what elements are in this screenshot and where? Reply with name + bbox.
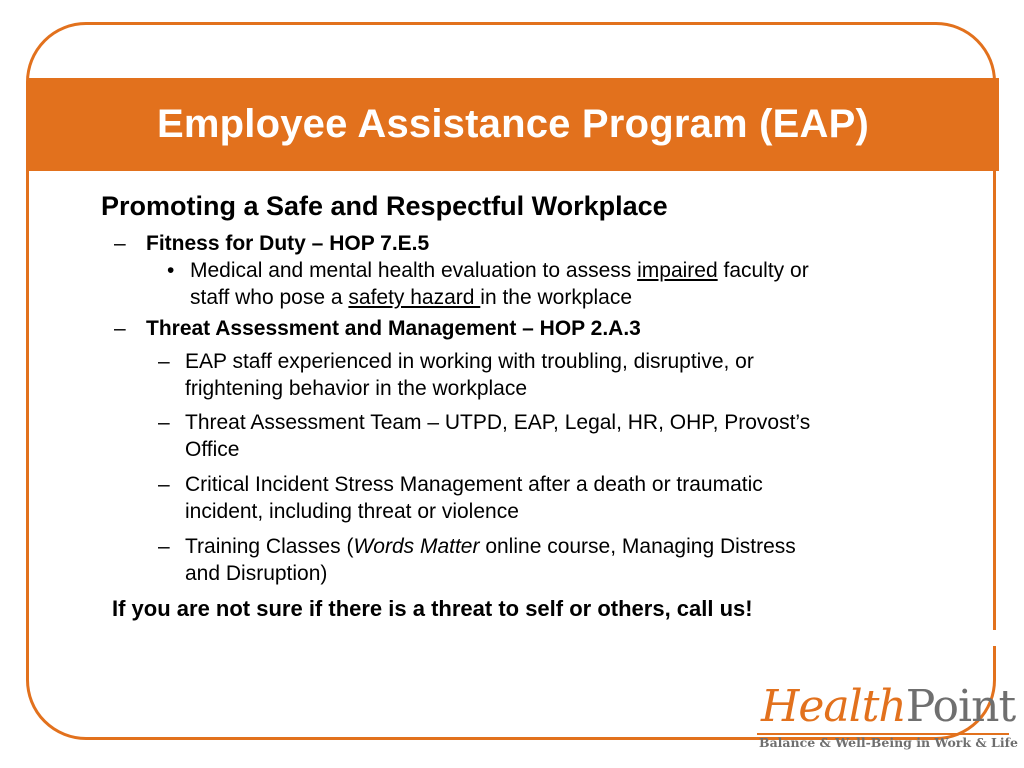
text-fragment: Training Classes ( (185, 535, 354, 558)
fitness-for-duty-title: Fitness for Duty – HOP 7.E.5 (146, 232, 430, 255)
fitness-bullet-line-2 (190, 286, 632, 310)
text-fragment: in the workplace (480, 286, 633, 309)
list-item-line (185, 535, 796, 559)
underlined-text: safety hazard (348, 286, 481, 309)
bullet-marker: • (167, 259, 175, 282)
dash-marker: – (158, 350, 170, 373)
section-heading: Promoting a Safe and Respectful Workplace (101, 191, 668, 221)
fitness-bullet-line-1 (190, 259, 809, 283)
dash-marker: – (158, 535, 170, 558)
list-item-line: Critical Incident Stress Management after a death or traumatic (185, 473, 763, 496)
dash-marker: – (114, 232, 126, 255)
text-fragment: staff who pose a (190, 286, 349, 309)
list-item-line: frightening behavior in the workplace (185, 377, 528, 400)
list-item-line: Threat Assessment Team – UTPD, EAP, Legal, HR, OHP, Provost’s (185, 411, 811, 434)
dash-marker: – (158, 473, 170, 496)
threat-assessment-title: Threat Assessment and Management – HOP 2.A.3 (146, 317, 641, 340)
text-fragment: faculty or (717, 259, 809, 282)
logo-wordmark (761, 683, 1015, 731)
list-item-line: incident, including threat or violence (185, 500, 519, 523)
text-fragment: Medical and mental health evaluation to assess (190, 259, 638, 282)
list-item-line: Office (185, 438, 240, 461)
call-to-action: If you are not sure if there is a threat to self or others, call us! (112, 596, 753, 621)
list-item-line: EAP staff experienced in working with troubling, disruptive, or (185, 350, 754, 373)
text-fragment: online course, Managing Distress (479, 535, 796, 558)
underlined-text: impaired (637, 259, 718, 282)
italic-text: Words Matter (353, 535, 480, 558)
logo-health: Health (761, 681, 906, 732)
healthpoint-logo (757, 681, 1018, 750)
logo-point: Point (905, 681, 1016, 732)
dash-marker: – (158, 411, 170, 434)
logo-tagline: Balance & Well-Being in Work & Life (759, 735, 1018, 750)
list-item-line: and Disruption) (185, 562, 328, 585)
slide-title: Employee Assistance Program (EAP) (156, 102, 870, 146)
dash-marker: – (114, 317, 126, 340)
